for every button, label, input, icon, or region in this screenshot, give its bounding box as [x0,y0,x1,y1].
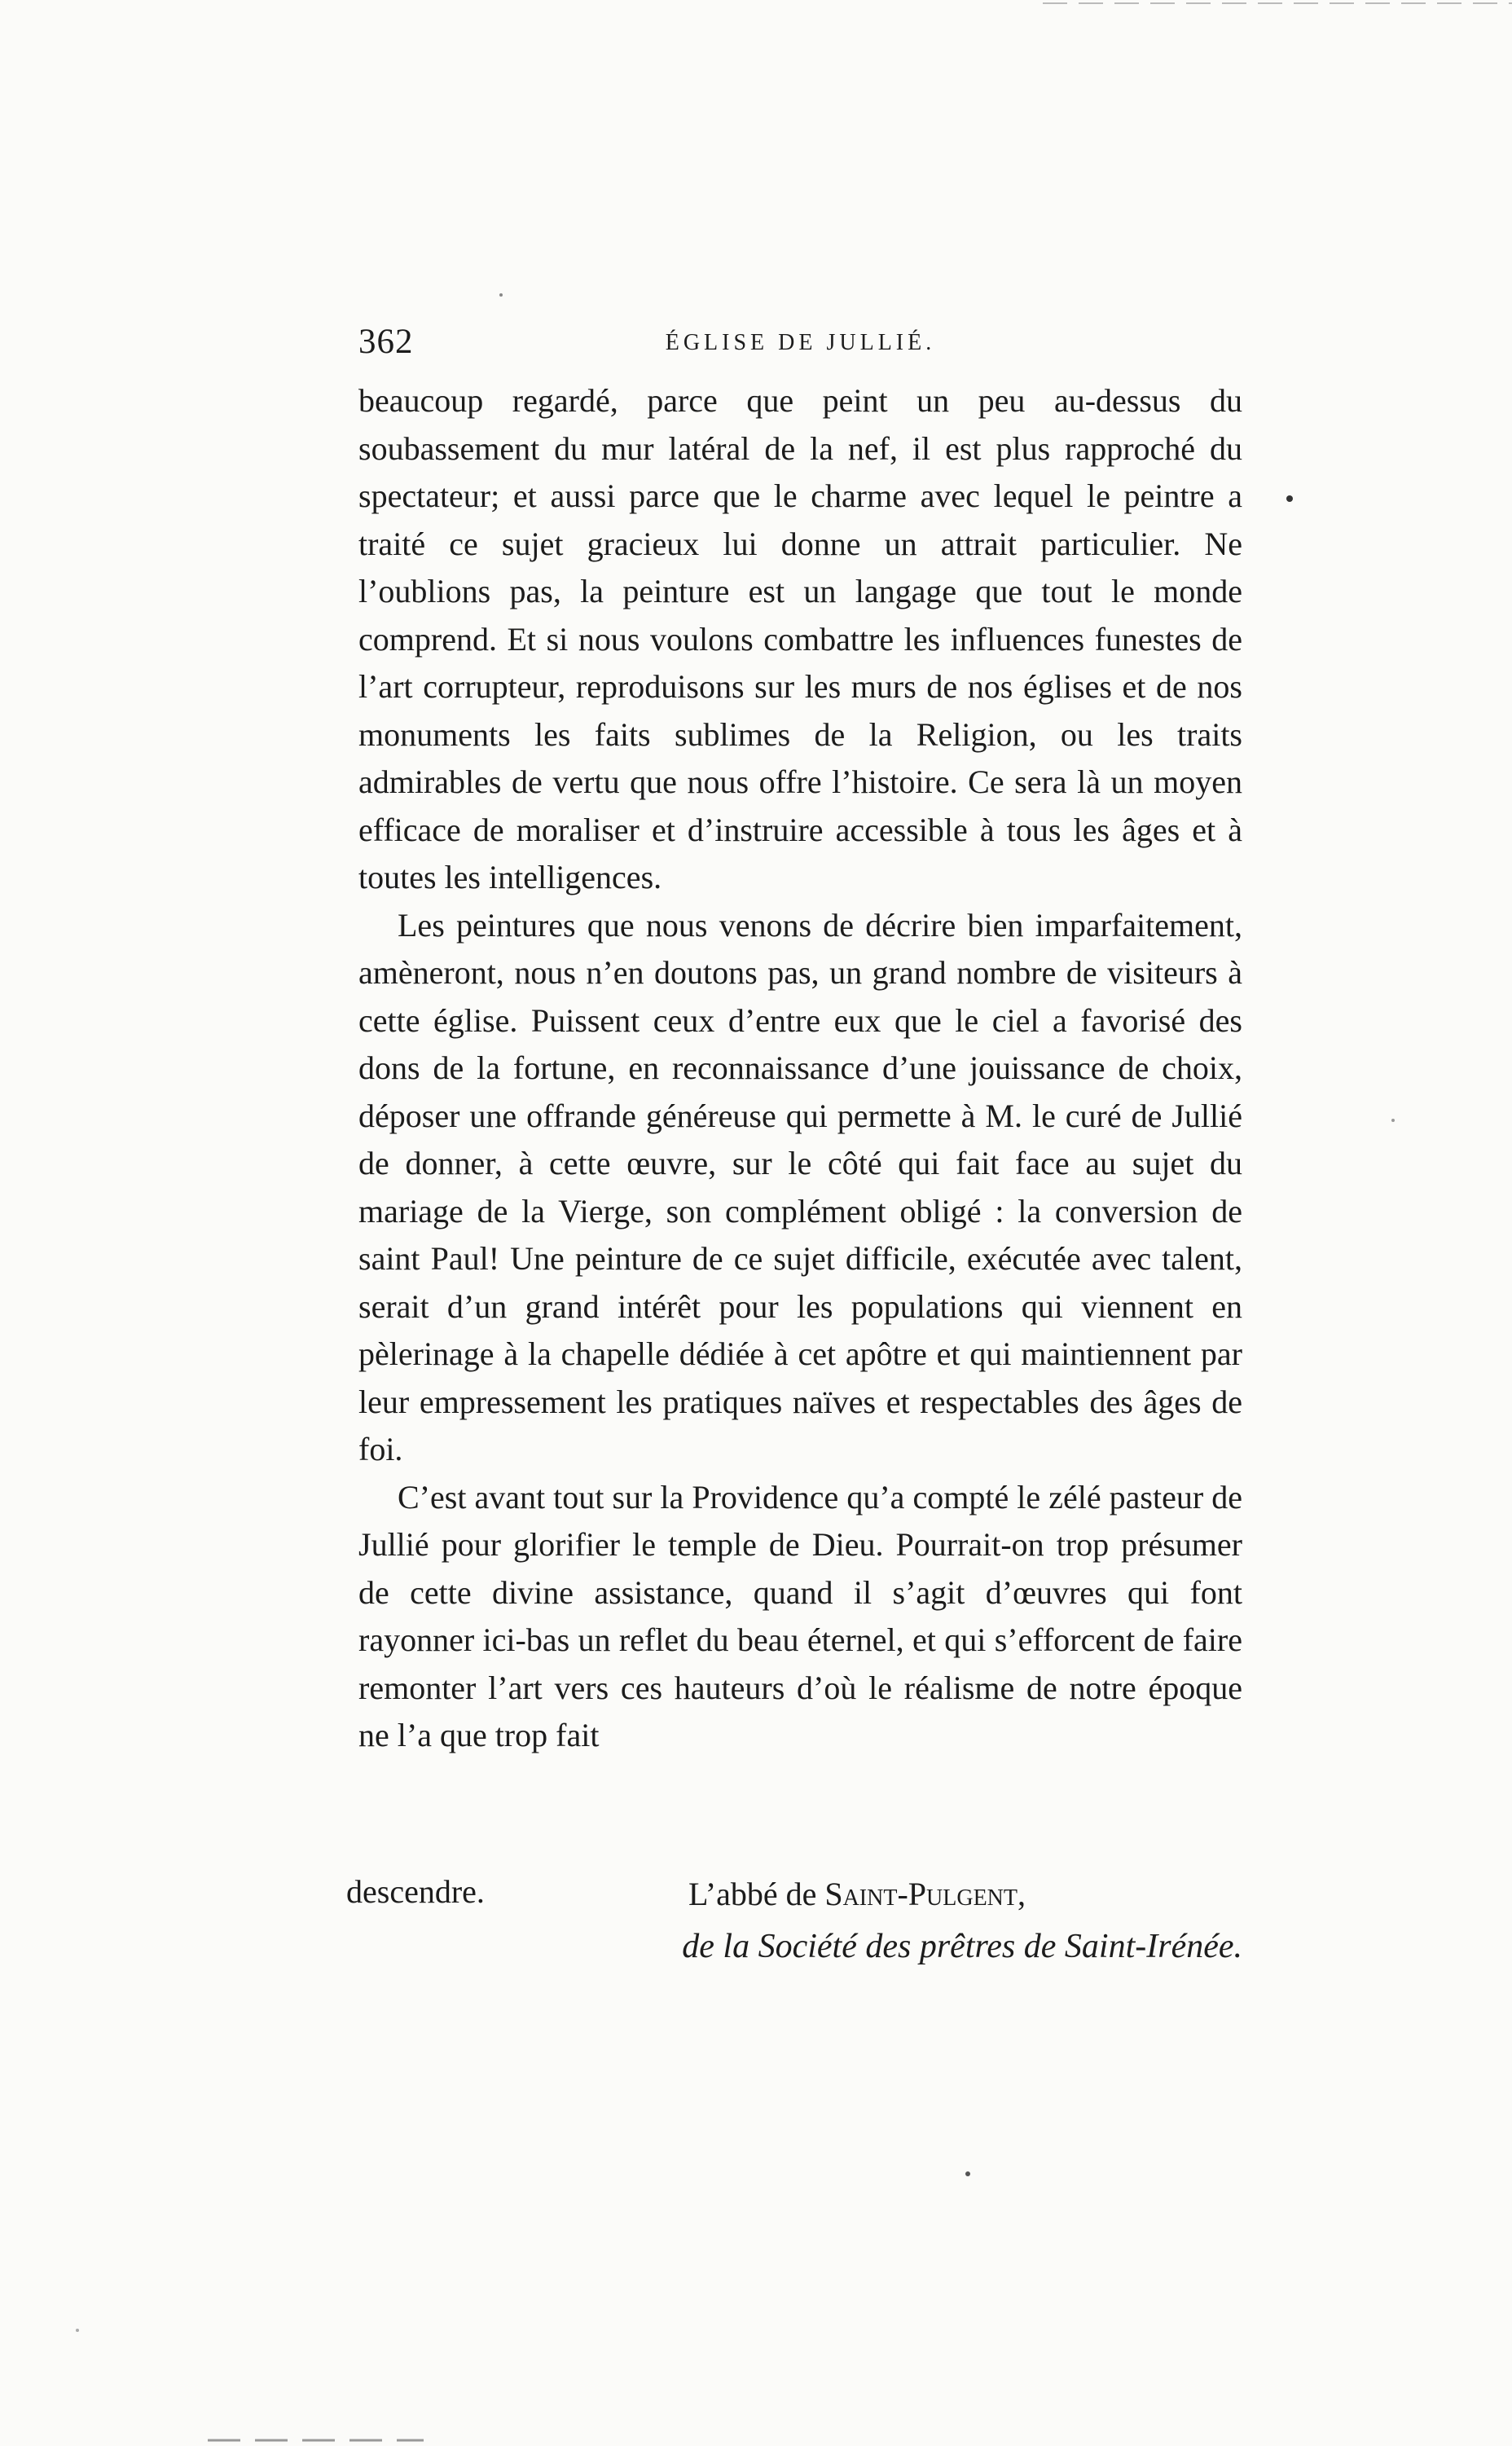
author-affiliation: de la Société des prêtres de Saint-Irénée. [682,1928,1242,1965]
signature-prefix: L’abbé de [688,1876,817,1912]
signature-name: Saint-Pulgent, [824,1876,1026,1912]
paragraph: C’est avant tout sur la Providence qu’a compté le zélé pasteur de Jullié pour glorifier le temple de Dieu. Pourrait-on trop présumer de cette divine assistance, quand il s’agit d’œuvres qui font rayonner ici-bas un reflet du beau éternel, et qui s’efforcent de faire remonter l’art vers ces hauteurs d’où le réalisme de notre époque ne l’a que trop fait [358,1478,1242,1753]
signature [688,1875,1026,1913]
paragraph: Les peintures que nous venons de décrire bien imparfaitement, amèneront, nous n’en doutons pas, un grand nombre de visiteurs à cette église. Puissent ceux d’entre eux que le ciel a favorisé des dons de la fortune, en reconnaissance d’une jouissance de choix, déposer une offrande généreuse qui permette à M. le curé de Jullié de donner, à cette œuvre, sur le côté qui fait face au sujet du mariage de la Vierge, son complément obligé : la conversion de saint Paul! Une peinture de ce sujet difficile, exécutée avec talent, serait d’un grand intérêt pour les populations qui viennent en pèlerinage à la chapelle dédiée à cet apôtre et qui maintiennent par leur empressement les pratiques naïves et respectables des âges de foi. [358,906,1242,1467]
closing-line [346,1872,1242,1918]
page-header [358,322,1242,371]
closing-word: descendre. [346,1873,485,1910]
running-title: ÉGLISE DE JULLIÉ. [665,330,936,355]
paragraph: beaucoup regardé, parce que peint un peu au-dessus du soubassement du mur latéral de la nef, il est plus rapproché du spectateur; et aussi parce que le charme avec lequel le peintre a traité ce sujet gracieux lui donne un attrait particulier. Ne l’oublions pas, la peinture est un langage que tout le monde comprend. Et si nous voulons combattre les influences funestes de l’art corrupteur, reproduisons sur les murs de nos églises et de nos monuments les faits sublimes de la Religion, ou les traits admirables de vertu que nous offre l’histoire. Ce sera là un moyen efficace de moraliser et d’instruire accessible à tous les âges et à toutes les intelligences. [358,382,1242,895]
page-number: 362 [358,323,414,361]
body-text [358,377,1242,1760]
